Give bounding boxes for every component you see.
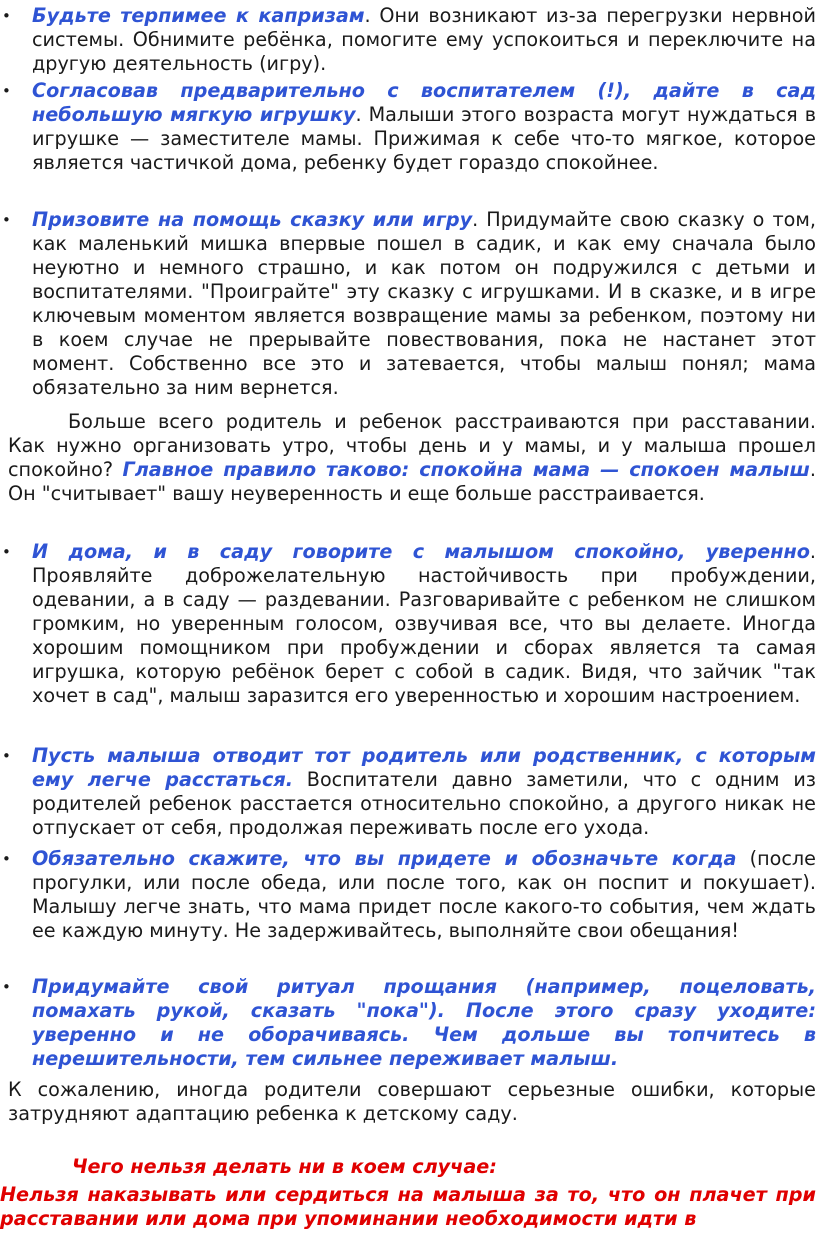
bullet-marker: •: [2, 7, 11, 25]
list-item-text: [32, 540, 816, 708]
red-heading-text: Чего нельзя делать ни в коем случае:: [72, 1155, 497, 1178]
list-item-text: [32, 847, 816, 943]
list-item-text: [32, 744, 816, 840]
emphasis-text: Обязательно скажите, что вы придете и обозначьте когда: [32, 847, 737, 870]
body-text: (после прогулки, или после обеда, или после того, как он поспит и покушает). Малышу легче знать, что мама придет после какого-то события, чем ждать ее каждую минуту. Не задерживайтесь, выполняйте свои обещания!: [32, 847, 816, 942]
list-item-text: [32, 79, 816, 175]
paragraph: [8, 410, 816, 506]
emphasis-text: Согласовав предварительно с воспитателем (!), дайте в сад небольшую мягкую игрушку: [32, 79, 816, 126]
body-text: Больше всего родитель и ребенок расстраиваются при расставании. Как нужно организовать утро, чтобы день и у мамы, и у малыша прошел спокойно?: [8, 410, 816, 481]
emphasis-text: Главное правило таково: спокойна мама — спокоен малыш: [122, 458, 810, 481]
bullet-marker: •: [2, 543, 11, 561]
body-text: . Они возникают из-за перегрузки нервной системы. Обнимите ребёнка, помогите ему успокоиться и переключите на другую деятельность (игру).: [32, 4, 816, 75]
emphasis-text: Придумайте свой ритуал прощания (например, поцеловать, помахать рукой, сказать "пока"). После этого сразу уходите: уверенно и не оборачиваясь. Чем дольше вы топчитесь в нерешительности, тем сильнее переживает малыш.: [32, 975, 816, 1070]
section-heading: [72, 1155, 816, 1179]
bullet-marker: •: [2, 82, 11, 100]
emphasis-text: Призовите на помощь сказку или игру: [32, 208, 473, 231]
bullet-marker: •: [2, 850, 11, 868]
body-text: Воспитатели давно заметили, что с одним из родителей ребенок расстается относительно спокойно, а другого никак не отпускает от себя, продолжая переживать после его ухода.: [32, 768, 816, 839]
body-text: . Малыши этого возраста могут нуждаться в игрушке — заместителе мамы. Прижимая к себе что-то мягкое, которое является частичкой дома, ребенку будет гораздо спокойнее.: [32, 103, 816, 174]
bullet-marker: •: [2, 211, 11, 229]
emphasis-text: И дома, и в саду говорите с малышом спокойно, уверенно: [32, 540, 810, 563]
red-body-text: Нельзя наказывать или сердиться на малыша за то, что он плачет при расставании или дома при упоминании необходимости идти в: [0, 1183, 816, 1230]
list-item-text: [32, 4, 816, 76]
bullet-marker: •: [2, 747, 11, 765]
list-item-text: [32, 208, 816, 400]
emphasis-text: Будьте терпимее к капризам: [32, 4, 365, 27]
body-text: К сожалению, иногда родители совершают серьезные ошибки, которые затрудняют адаптацию ребенка к детскому саду.: [8, 1078, 816, 1125]
body-text: . Проявляйте доброжелательную настойчивость при пробуждении, одевании, а в саду — раздевании. Разговаривайте с ребенком не слишком громким, но уверенным голосом, озвучивая все, что вы делаете. Иногда хорошим помощником при пробуждении и сборах является та самая игрушка, которую ребёнок берет с собой в садик. Видя, что зайчик "так хочет в сад", малыш заразится его уверенностью и хорошим настроением.: [32, 540, 816, 707]
body-text: . Он "считывает" вашу неуверенность и еще больше расстраивается.: [8, 458, 816, 505]
emphasis-text: Пусть малыша отводит тот родитель или родственник, с которым ему легче расстаться.: [32, 744, 816, 791]
list-item-text: [32, 975, 816, 1071]
warning-text: [0, 1183, 816, 1231]
paragraph: [8, 1078, 816, 1126]
body-text: . Придумайте свою сказку о том, как маленький мишка впервые пошел в садик, и как ему сначала было неуютно и немного страшно, и как потом он подружился с детьми и воспитателями. "Проиграйте" эту сказку с игрушками. И в сказке, и в игре ключевым моментом является возвращение мамы за ребенком, поэтому ни в коем случае не прерывайте повествования, пока не настанет этот момент. Собственно все это и затевается, чтобы малыш понял; мама обязательно за ним вернется.: [32, 208, 816, 399]
bullet-marker: •: [2, 978, 11, 996]
